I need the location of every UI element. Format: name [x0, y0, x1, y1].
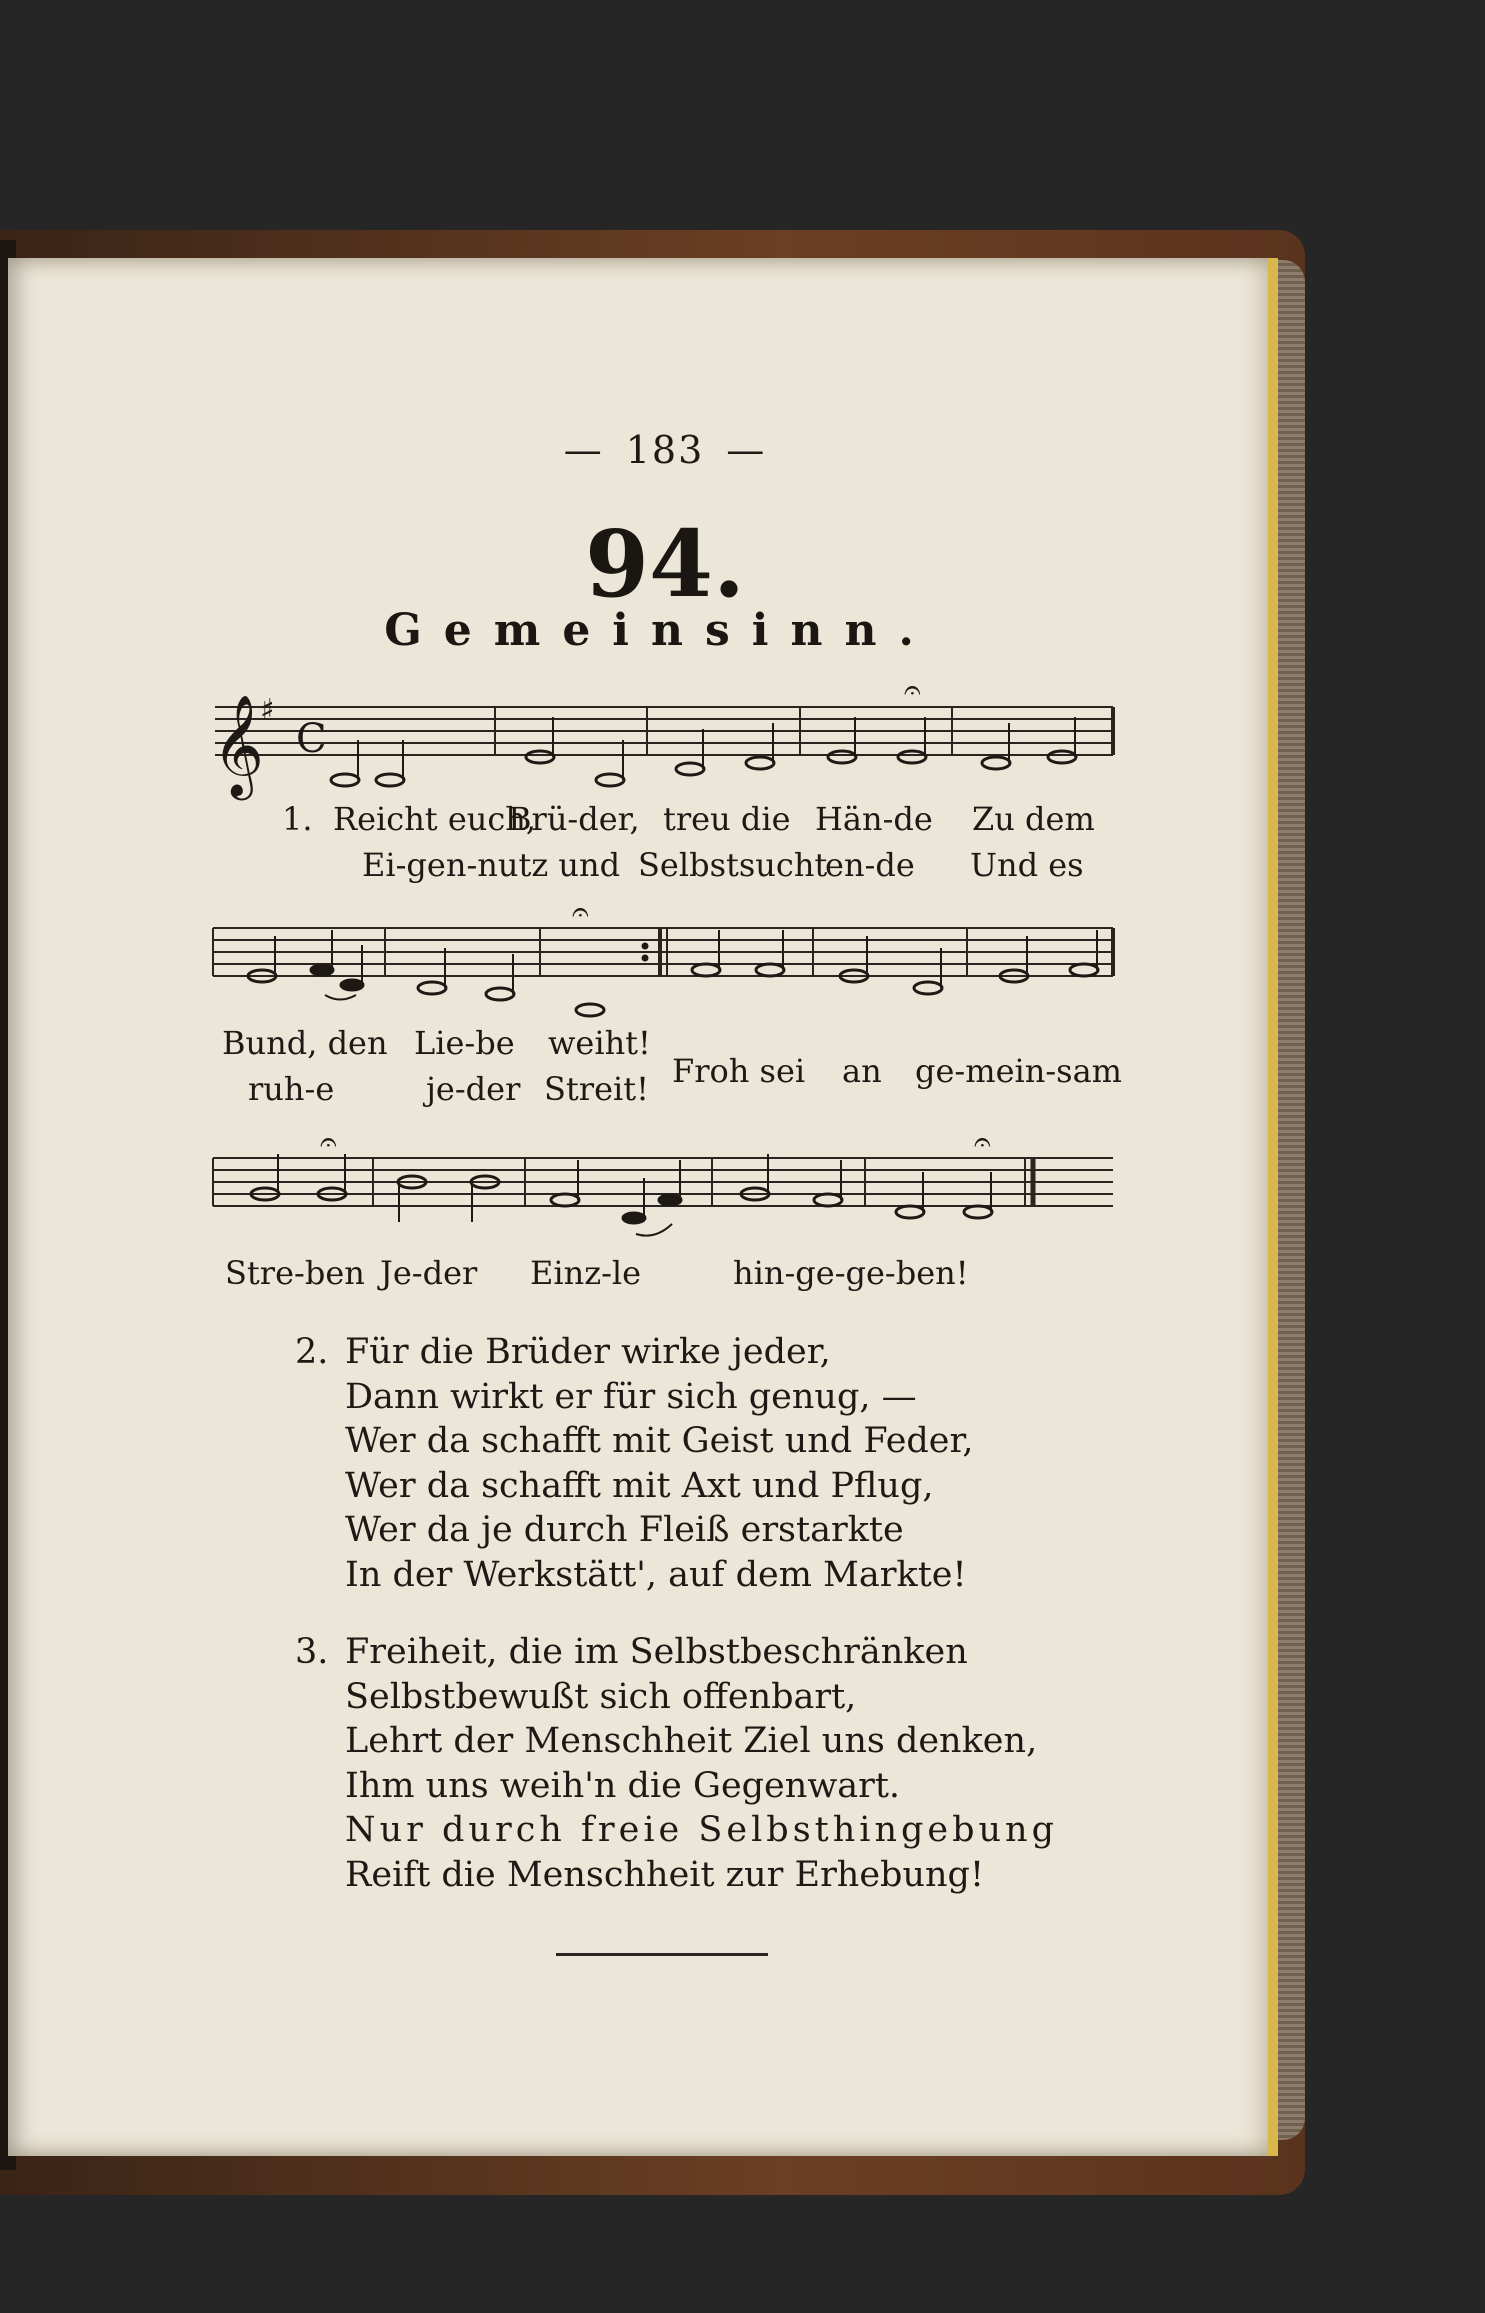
lyric: Bund, den: [222, 1024, 388, 1062]
lyric: Brü-der,: [508, 800, 640, 838]
verse-number: 2.: [295, 1332, 329, 1372]
lyric: Stre-ben: [225, 1254, 365, 1292]
verse-line: Freiheit, die im Selbstbeschränken: [345, 1632, 968, 1672]
fermata-icon: 𝄐: [904, 673, 921, 708]
verse-line: Selbstbewußt sich offenbart,: [345, 1676, 857, 1717]
lyric: Hän-de: [815, 800, 933, 838]
verse-2: [295, 1330, 974, 1597]
lyric: weiht!: [548, 1024, 651, 1062]
lyric: hin-ge-ge-ben!: [733, 1254, 969, 1292]
verse-line: Reift die Menschheit zur Erhebung!: [345, 1854, 985, 1895]
lyric: ruh-e: [248, 1070, 335, 1108]
verse-line: Wer da je durch Fleiß erstarkte: [345, 1510, 904, 1550]
song-number: 94.: [584, 510, 746, 618]
verse-line: Wer da schafft mit Geist und Feder,: [345, 1421, 974, 1461]
verse-number-1: 1.: [282, 800, 313, 838]
staff-system-1: [212, 673, 1113, 801]
lyric: treu die: [663, 800, 791, 838]
dash-right: —: [726, 428, 767, 472]
fermata-icon: 𝄐: [572, 895, 589, 930]
dash-left: —: [563, 428, 604, 472]
verse-line: In der Werkstätt', auf dem Markte!: [345, 1554, 967, 1595]
lyric: an: [842, 1052, 882, 1090]
fermata-icon: 𝄐: [974, 1125, 991, 1160]
verse-line: Nur durch freie Selbsthingebung: [345, 1810, 1059, 1850]
lyric: Lie-be: [414, 1024, 515, 1062]
lyric: Streit!: [544, 1070, 649, 1108]
lyric: en-de: [825, 846, 915, 884]
common-time-icon: C: [296, 716, 327, 762]
lyric: Zu dem: [972, 800, 1095, 838]
lyric: Und es: [970, 846, 1084, 884]
lyric: Selbstsucht: [638, 846, 828, 884]
verse-3: [295, 1630, 1059, 1897]
verse-line: Dann wirkt er für sich genug, —: [345, 1376, 917, 1417]
verse-number: 3.: [295, 1632, 329, 1672]
end-rule: [556, 1953, 768, 1956]
lyric: Froh sei: [672, 1052, 806, 1090]
lyric: Je-der: [380, 1254, 478, 1292]
verse-line: Ihm uns weih'n die Gegenwart.: [345, 1765, 901, 1806]
lyric: je-der: [426, 1070, 521, 1108]
lyric: ge-mein-sam: [915, 1052, 1123, 1090]
song-title: Gemeinsinn.: [384, 605, 936, 656]
lyric: Ei-gen-nutz und: [362, 846, 621, 884]
verse-line: Wer da schafft mit Axt und Pflug,: [345, 1465, 934, 1506]
verse-line: Für die Brüder wirke jeder,: [345, 1332, 831, 1372]
verse-line: Lehrt der Menschheit Ziel uns denken,: [345, 1721, 1038, 1761]
sharp-icon: ♯: [260, 693, 275, 728]
staff-system-2: [213, 895, 1113, 1016]
lyric: Reicht euch,: [333, 800, 537, 838]
page-number-value: 183: [625, 428, 705, 472]
lyric: Einz-le: [530, 1254, 642, 1292]
fermata-icon: 𝄐: [320, 1125, 337, 1160]
treble-clef-icon: 𝄞: [212, 693, 265, 796]
staff-system-3: [213, 1125, 1113, 1236]
